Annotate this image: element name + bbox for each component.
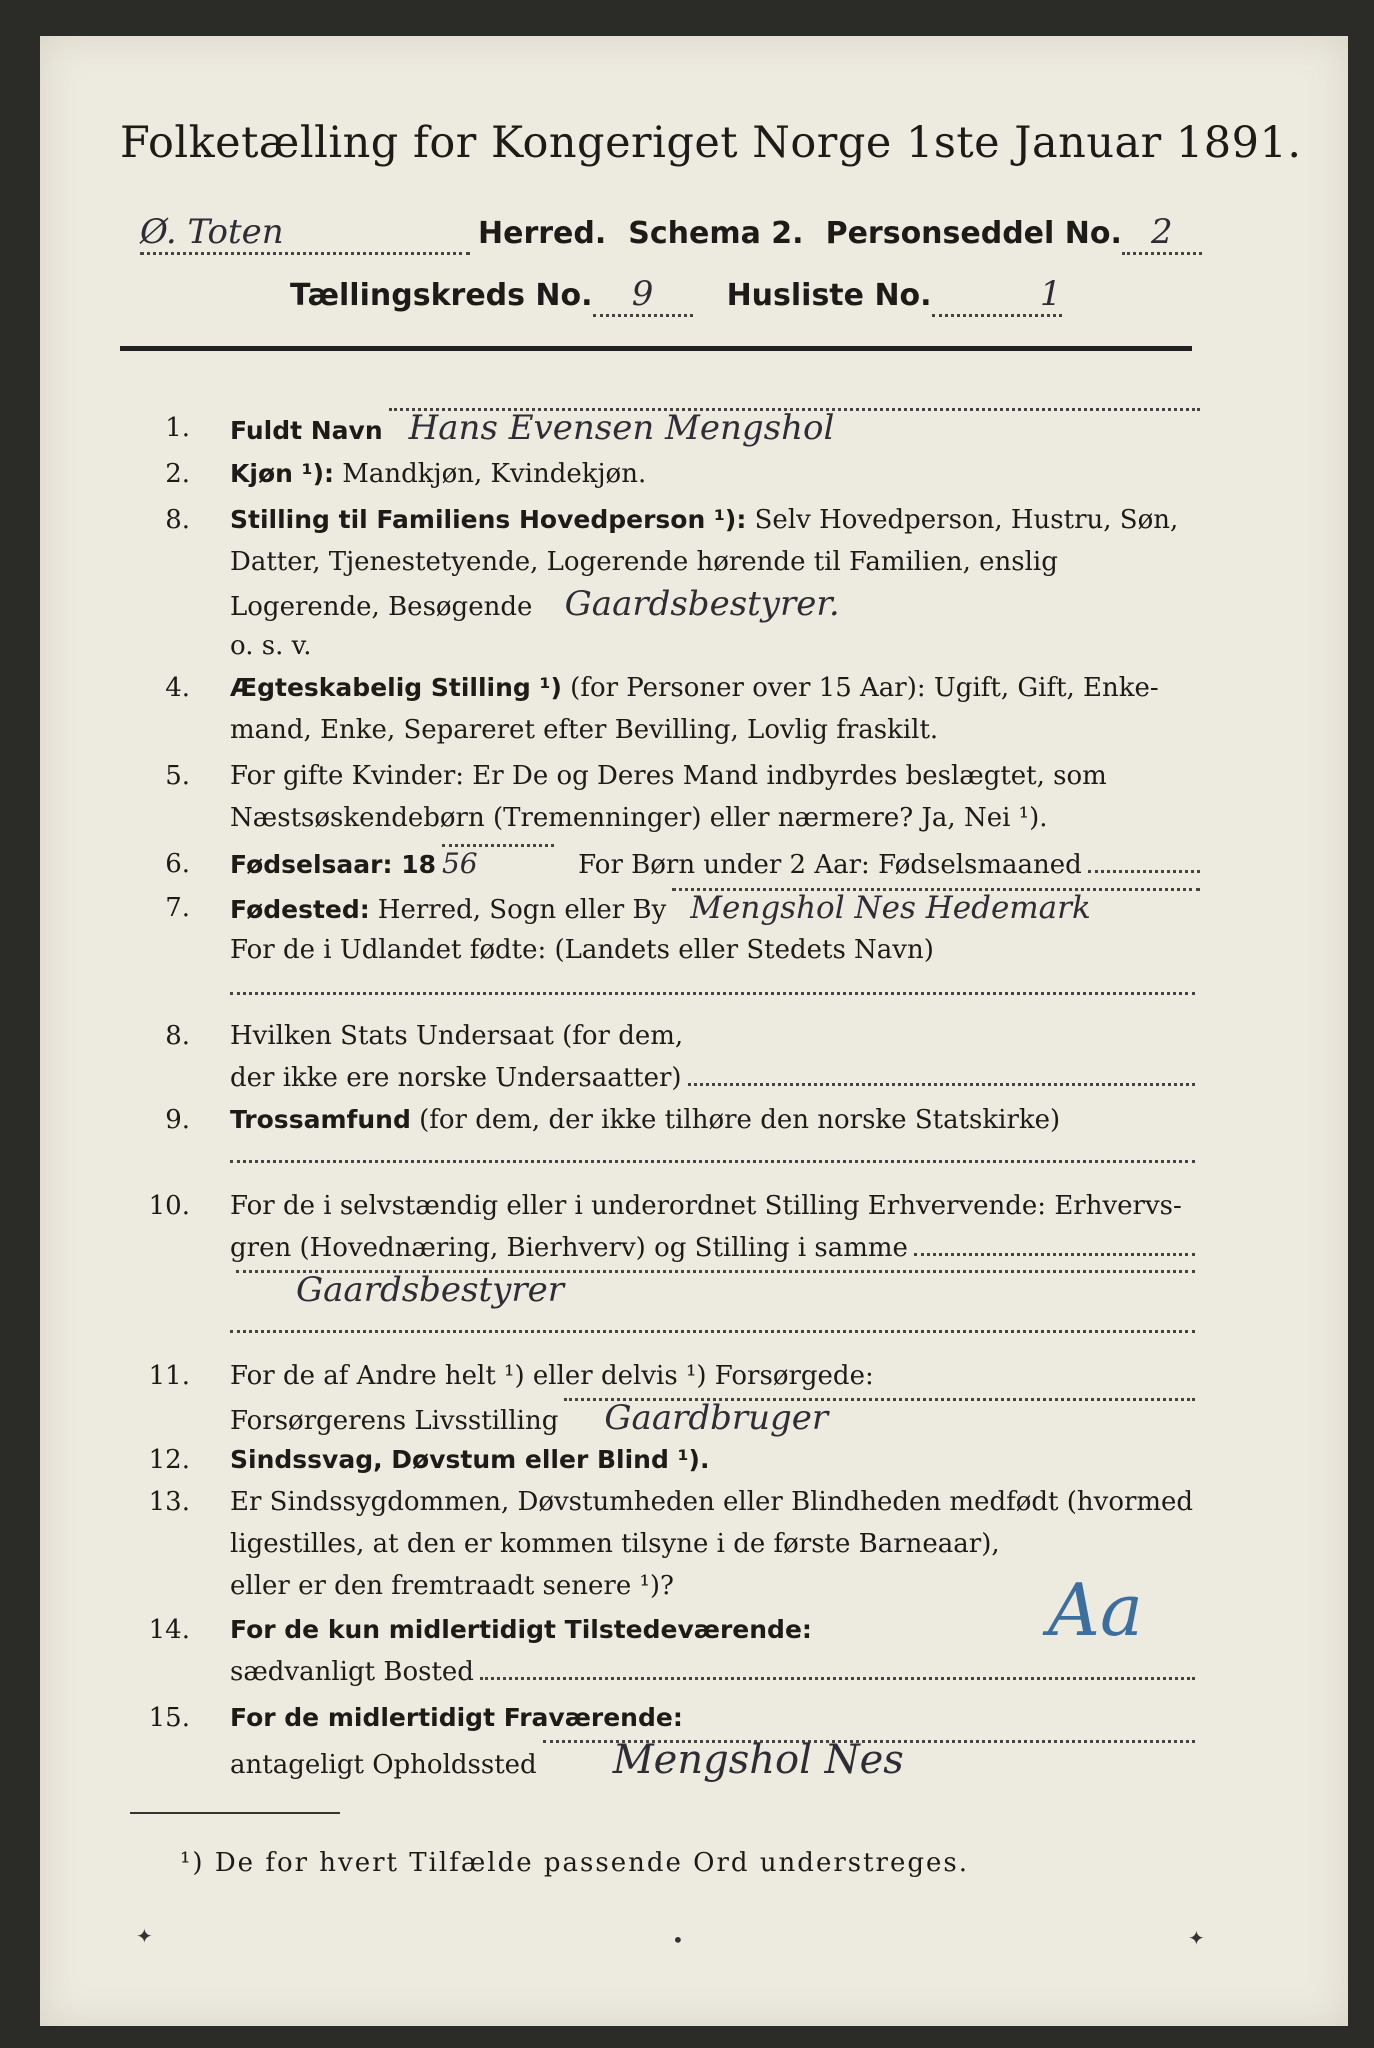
item-text: der ikke ere norske Undersaatter)	[230, 1063, 682, 1093]
schema-label: Schema 2.	[628, 216, 804, 251]
item-text: For gifte Kvinder: Er De og Deres Mand indbyrdes beslægtet, som	[230, 761, 1107, 791]
item-number: 1.	[165, 413, 190, 443]
item-label: Fuldt Navn	[230, 416, 383, 445]
herred-line	[140, 212, 1202, 255]
item-8-line-2	[230, 1058, 1195, 1098]
item-label: Fødested:	[230, 895, 370, 924]
item-text: gren (Hovednæring, Bierhverv) og Stilling i samme	[230, 1233, 908, 1263]
item-13-line-3: eller er den fremtraadt senere ¹)?	[230, 1571, 674, 1601]
item-number: 10.	[148, 1191, 190, 1221]
item-text: Forsørgerens Livsstilling	[230, 1406, 559, 1436]
husliste-value: 1	[932, 274, 1062, 317]
personseddel-label: Personseddel No.	[825, 216, 1122, 251]
probable-residence-value: Mengshol Nes	[543, 1740, 1195, 1743]
item-number: 14.	[148, 1615, 190, 1645]
item-10-line-2	[230, 1228, 1195, 1268]
personseddel-value: 2	[1122, 212, 1202, 255]
item-number: 12.	[148, 1445, 190, 1475]
item-label: For de kun midlertidigt Tilstedeværende:	[230, 1615, 812, 1644]
footnote-rule	[130, 1812, 340, 1814]
blank-line	[230, 1330, 1195, 1333]
item-3-line-3	[230, 584, 1374, 627]
relation-value: Gaardsbestyrer.	[564, 584, 840, 624]
kreds-line	[290, 274, 1062, 317]
occupation-value	[236, 1270, 1195, 1273]
item-10-line-3	[230, 1270, 1195, 1273]
kreds-label: Tællingskreds No.	[290, 278, 593, 313]
item-11-line-2	[230, 1398, 1195, 1441]
item-label: Sindssvag, Døvstum eller Blind ¹).	[230, 1445, 710, 1474]
item-14-line-2	[230, 1652, 1195, 1692]
item-number: 8.	[165, 1021, 190, 1051]
item-3-line-2: Datter, Tjenestetyende, Logerende hørende til Familien, enslig	[230, 547, 1058, 577]
item-text: Hvilken Stats Undersaat (for dem,	[230, 1021, 684, 1051]
item-7-line-2: For de i Udlandet fødte: (Landets eller Stedets Navn)	[230, 935, 934, 965]
item-text: (for dem, der ikke tilhøre den norske Statskirke)	[419, 1105, 1061, 1135]
item-number: 2.	[165, 459, 190, 489]
item-3-line-4: o. s. v.	[230, 631, 312, 661]
item-label: Kjøn ¹):	[230, 459, 334, 488]
item-text: For de i selvstændig eller i underordnet Stilling Erhvervende: Erhvervs-	[230, 1191, 1182, 1221]
item-text: Selv Hovedperson, Hustru, Søn,	[754, 505, 1179, 535]
item-text: For Børn under 2 Aar: Fødselsmaaned	[578, 850, 1082, 880]
usual-residence-value: Aa	[1048, 1568, 1143, 1652]
item-13-line-2: ligestilles, at den er kommen tilsyne i de første Barneaar),	[230, 1529, 1000, 1559]
item-number: 5.	[165, 761, 190, 791]
husliste-label: Husliste No.	[726, 278, 932, 313]
item-number: 4.	[165, 673, 190, 703]
corner-mark-icon: ✦	[136, 1924, 153, 1948]
birthplace-value: Mengshol Nes Hedemark	[672, 888, 1200, 891]
herred-value: Ø. Toten	[140, 212, 470, 255]
item-4-line-2: mand, Enke, Separeret efter Bevilling, Lovlig fraskilt.	[230, 715, 939, 745]
item-text: antageligt Opholdssted	[230, 1750, 537, 1780]
item-number: 15.	[148, 1703, 190, 1733]
item-number: 13.	[148, 1487, 190, 1517]
blank-line	[230, 992, 1195, 995]
item-text: (for Personer over 15 Aar): Ugift, Gift, Enke-	[570, 673, 1159, 703]
item-5-line-2: Næstsøskendebørn (Tremenninger) eller nærmere? Ja, Nei ¹).	[230, 803, 1048, 833]
birth-year-value: 56	[442, 844, 554, 847]
item-text: sædvanligt Bosted	[230, 1657, 474, 1687]
item-number: 7.	[165, 893, 190, 923]
footnote: ¹) De for hvert Tilfælde passende Ord understreges.	[180, 1848, 970, 1878]
form-title: Folketælling for Kongeriget Norge 1ste Januar 1891.	[120, 118, 1302, 168]
center-mark-icon: •	[672, 1928, 684, 1952]
item-label: Fødselsaar: 18	[230, 850, 436, 879]
item-label: Stilling til Familiens Hovedperson ¹):	[230, 505, 747, 534]
item-text: For de af Andre helt ¹) eller delvis ¹) Forsørgede:	[230, 1361, 874, 1391]
header-rule	[120, 346, 1192, 351]
item-label: Ægteskabelig Stilling ¹)	[230, 673, 562, 702]
item-number: 8.	[165, 505, 190, 535]
blank-line	[230, 1160, 1195, 1163]
item-text: Mandkjøn, Kvindekjøn.	[342, 459, 647, 489]
item-label: For de midlertidigt Fraværende:	[230, 1703, 683, 1732]
item-text: Logerende, Besøgende	[230, 592, 533, 622]
corner-mark-icon: ✦	[1188, 1926, 1205, 1950]
item-label: Trossamfund	[230, 1105, 411, 1134]
item-15-line-2	[230, 1737, 1195, 1785]
item-text: Er Sindssygdommen, Døvstumheden eller Blindheden medfødt (hvormed	[230, 1487, 1194, 1517]
item-number: 11.	[148, 1361, 190, 1391]
kreds-value: 9	[593, 274, 693, 317]
item-number: 9.	[165, 1105, 190, 1135]
item-number: 6.	[165, 849, 190, 879]
full-name-value: Hans Evensen Mengshol	[389, 408, 1200, 411]
provider-occupation-value: Gaardbruger	[564, 1398, 1195, 1401]
item-text: Herred, Sogn eller By	[377, 895, 667, 925]
herred-label: Herred.	[478, 216, 607, 251]
